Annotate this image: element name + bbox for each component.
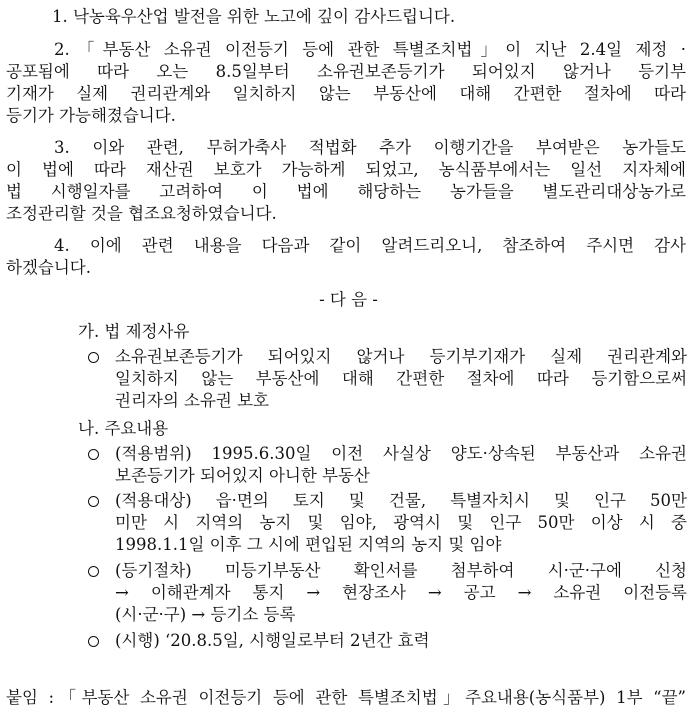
section-b-bullet-3-line-3: (시·군·구) → 등기소 등록	[115, 605, 296, 624]
paragraph-3-line-4: 조정관리할 것을 협조요청하였습니다.	[6, 204, 277, 223]
circle-bullet-icon	[88, 496, 99, 507]
heading-next: - 다 음 -	[319, 290, 378, 309]
section-a-bullet-line-3: 권리자의 소유권 보호	[115, 391, 269, 410]
circle-bullet-icon	[88, 636, 99, 647]
paragraph-2-line-2: 공포됨에 따라 오는 8.5일부터 소유권보존등기가 되어있지 않거나 등기부	[6, 62, 686, 81]
paragraph-1: 1. 낙농육우산업 발전을 위한 노고에 깊이 감사드립니다.	[52, 7, 456, 26]
section-b-bullet-2-line-3: 1998.1.1일 이후 그 시에 편입된 지역의 농지 및 임야	[115, 535, 502, 554]
section-a-title: 가. 법 제정사유	[78, 322, 190, 341]
section-b-bullet-2-line-2: 미만 시 지역의 농지 및 임야, 광역시 및 인구 50만 이상 시 중	[115, 513, 687, 532]
section-b-bullet-1-line-1: (적용범위) 1995.6.30일 이전 사실상 양도·상속된 부동산과 소유권	[115, 444, 687, 463]
paragraph-2-line-4: 등기가 가능해졌습니다.	[6, 106, 176, 125]
paragraph-4-line-2: 하겠습니다.	[6, 258, 91, 277]
paragraph-4-line-1: 4. 이에 관련 내용을 다음과 같이 알려드리오니, 참조하여 주시면 감사	[54, 236, 686, 255]
section-b-bullet-2-line-1: (적용대상) 읍·면의 토지 및 건물, 특별자치시 및 인구 50만	[115, 491, 687, 510]
section-a-bullet-line-2: 일치하지 않는 부동산에 대해 간편한 절차에 따라 등기함으로써	[115, 369, 687, 388]
paragraph-2-line-1: 2.「부동산 소유권 이전등기 등에 관한 특별조치법」이 지난 2.4일 제정 ·	[54, 40, 686, 59]
section-a-bullet-line-1: 소유권보존등기가 되어있지 않거나 등기부기재가 실제 권리관계와	[115, 347, 687, 366]
circle-bullet-icon	[88, 449, 99, 460]
section-b-title: 나. 주요내용	[78, 419, 169, 438]
section-b-bullet-4-line-1: (시행) ‘20.8.5일, 시행일로부터 2년간 효력	[115, 631, 430, 650]
circle-bullet-icon	[88, 352, 99, 363]
paragraph-2-line-3: 기재가 실제 권리관계와 일치하지 않는 부동산에 대해 간편한 절차에 따라	[6, 84, 686, 103]
paragraph-3-line-2: 이 법에 따라 재산권 보호가 가능하게 되었고, 농식품부에서는 일선 지자체에	[6, 160, 686, 179]
section-b-bullet-3-line-1: (등기절차) 미등기부동산 확인서를 첨부하여 시·군·구에 신청	[115, 561, 687, 580]
section-b-bullet-3-line-2: → 이해관계자 통지 → 현장조사 → 공고 → 소유권 이전등록	[115, 583, 687, 602]
attachment-note: 붙임 :「부동산 소유권 이전등기 등에 관한 특별조치법」주요내용(농식품부) 1부 “끝”	[6, 688, 686, 707]
paragraph-3-line-3: 법 시행일자를 고려하여 이 법에 해당하는 농가들을 별도관리대상농가로	[6, 182, 686, 201]
paragraph-3-line-1: 3. 이와 관련, 무허가축사 적법화 추가 이행기간을 부여받은 농가들도	[54, 138, 686, 157]
section-b-bullet-1-line-2: 보존등기가 되어있지 아니한 부동산	[115, 466, 370, 485]
circle-bullet-icon	[88, 566, 99, 577]
